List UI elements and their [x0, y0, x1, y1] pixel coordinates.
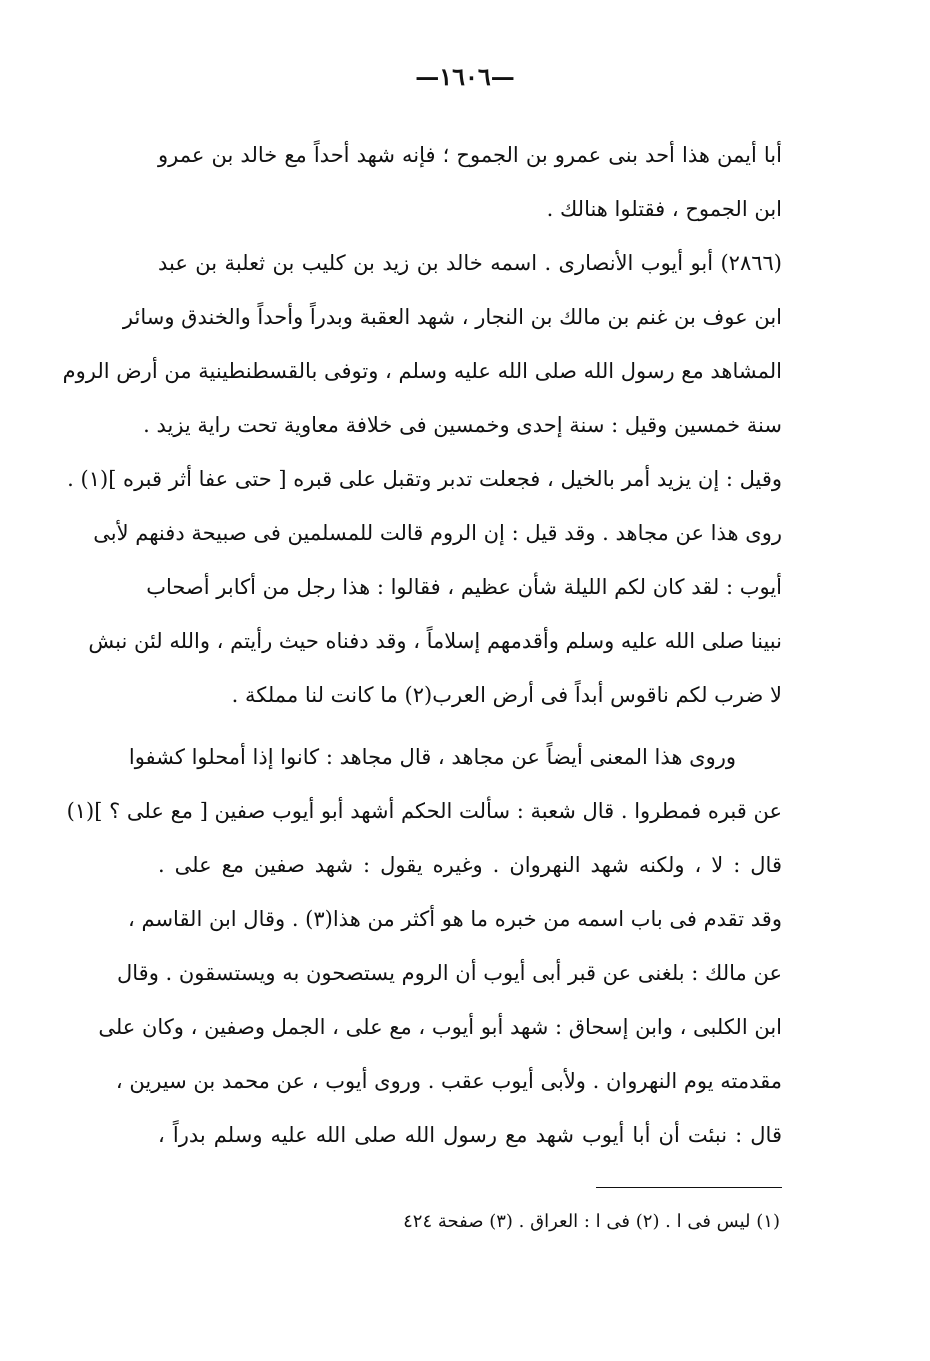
text-line: مقدمته يوم النهروان . ولأبى أيوب عقب . وروى أيوب ، عن محمد بن سيرين ، [115, 1069, 782, 1093]
footnote-divider [596, 1187, 782, 1188]
text-line: أيوب : لقد كان لكم الليلة شأن عظيم ، فقالوا : هذا رجل من أكابر أصحاب [146, 575, 782, 599]
body-text [62, 128, 782, 1162]
text-line: عن مالك : بلغنى عن قبر أبى أيوب أن الروم يستصحون به ويستسقون . وقال [117, 961, 782, 985]
text-line: قال : نبئت أن أبا أيوب شهد مع رسول الله صلى الله عليه وسلم بدراً ، [158, 1123, 782, 1147]
page-number: —١٦٠٦— [415, 62, 515, 91]
text-line: ابن الجموح ، فقتلوا هنالك . [546, 197, 782, 221]
text-line: وقيل : إن يزيد أمر بالخيل ، فجعلت تدبر وتقبل على قبره [ حتى عفا أثر قبره ](١) . [67, 467, 782, 491]
text-line: ابن عوف بن غنم بن مالك بن النجار ، شهد العقبة وبدراً وأحداً والخندق وسائر [122, 305, 782, 329]
text-line: روى هذا عن مجاهد . وقد قيل : إن الروم قالت للمسلمين فى صبيحة دفنهم لأبى [93, 521, 782, 545]
footnotes: (١) ليس فى ا . (٢) فى ا : العراق . (٣) صفحة ٤٢٤ [403, 1211, 780, 1232]
entry-heading-line: (٢٨٦٦) أبو أيوب الأنصارى . اسمه خالد بن زيد بن كليب بن ثعلبة بن عبد [158, 251, 782, 275]
text-line: ابن الكلبى ، وابن إسحاق : شهد أبو أيوب ، مع على ، الجمل وصفين ، وكان على [98, 1015, 782, 1039]
text-line: نبينا صلى الله عليه وسلم وأقدمهم إسلاماً ، وقد دفناه حيث رأيتم ، والله لئن نبش [88, 629, 782, 653]
text-line: لا ضرب لكم ناقوس أبداً فى أرض العرب(٢) ما كانت لنا مملكة . [231, 683, 782, 707]
text-line: قال : لا ، ولكنه شهد النهروان . وغيره يقول : شهد صفين مع على . [158, 853, 782, 877]
text-line: سنة خمسين وقيل : سنة إحدى وخمسين فى خلافة معاوية تحت راية يزيد . [143, 413, 782, 437]
text-line: عن قبره فمطروا . قال شعبة : سألت الحكم أشهد أبو أيوب صفين [ مع على ؟ ](١) [66, 799, 782, 823]
text-line: المشاهد مع رسول الله صلى الله عليه وسلم ، وتوفى بالقسطنطينية من أرض الروم [62, 359, 782, 383]
text-line: وقد تقدم فى باب اسمه من خبره ما هو أكثر من هذا(٣) . وقال ابن القاسم ، [128, 907, 782, 931]
text-line: أبا أيمن هذا أحد بنى عمرو بن الجموح ؛ فإنه شهد أحداً مع خالد بن عمرو [158, 143, 782, 167]
paragraph-first-line: وروى هذا المعنى أيضاً عن مجاهد ، قال مجاهد : كانوا إذا أمحلوا كشفوا [128, 745, 736, 769]
